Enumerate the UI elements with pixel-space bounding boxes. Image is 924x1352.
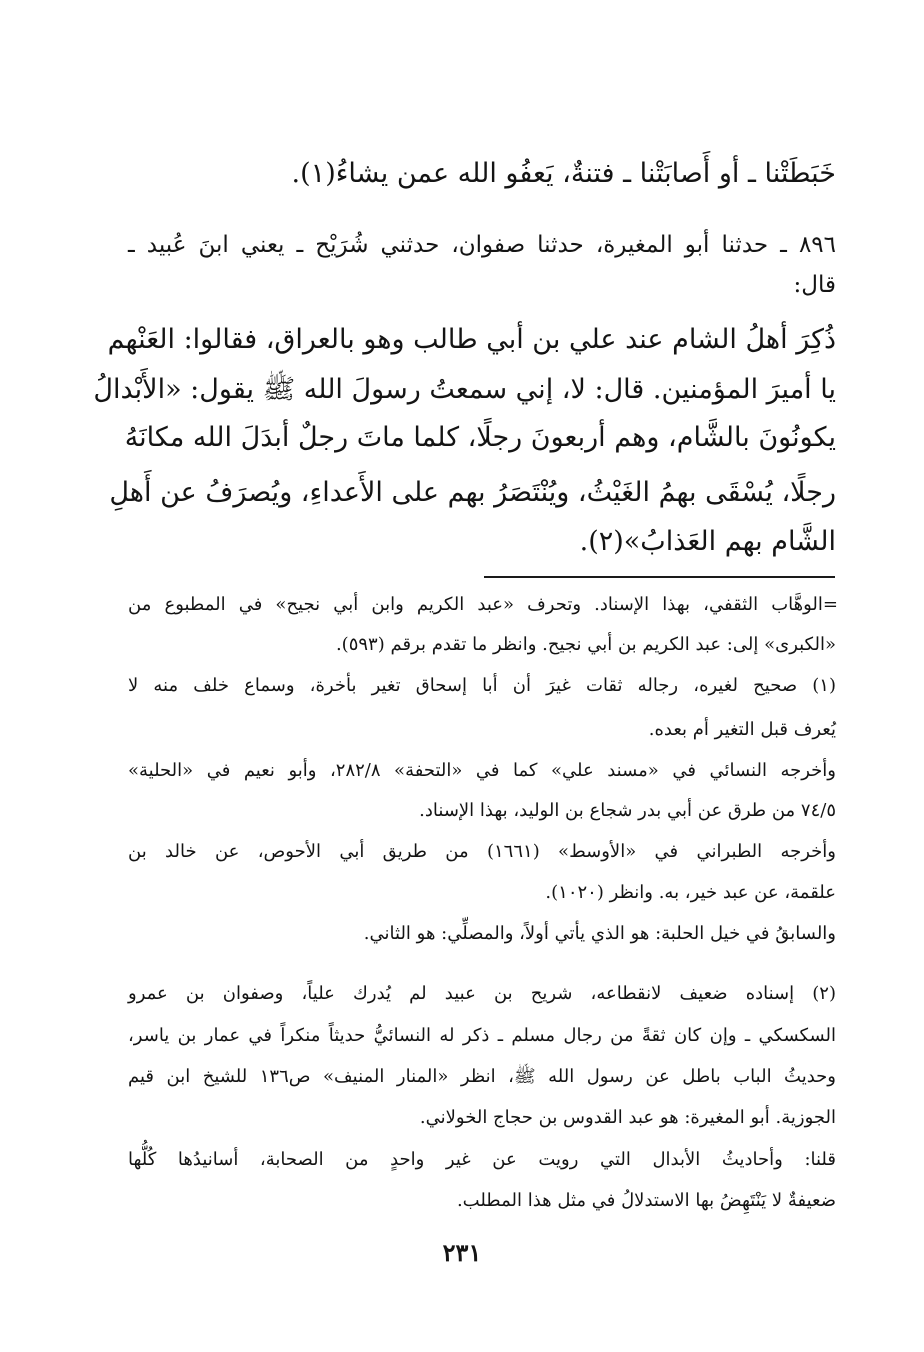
footnote-line-3: (١) صحيح لغيره، رجاله ثقات غيرَ أن أبا إسحاق تغير بأخرة، وسماع خلف منه لا [128, 675, 836, 696]
footnote-line-8: علقمة، عن عبد خير، به. وانظر (١٠٢٠). [545, 882, 836, 903]
footnote-line-4: يُعرف قبل التغير أم بعده. [648, 719, 836, 740]
footnote-line-15: ضعيفةٌ لا يَنْتَهِضُ بها الاستدلالُ في مثل هذا المطلب. [456, 1190, 836, 1211]
hadith-matn-line-5: الشَّام بهم العَذابُ»(٢). [579, 526, 836, 557]
footnote-line-10: (٢) إسناده ضعيف لانقطاعه، شريح بن عبيد لم يُدرك علياً، وصفوان بن عمرو [128, 983, 836, 1004]
hadith-matn-line-4: رجلًا، يُسْقَى بهمُ الغَيْثُ، ويُنْتَصَرُ بهم على الأَعداءِ، ويُصرَفُ عن أَهلِ [109, 477, 836, 508]
hadith-isnad-line-1: ٨٩٦ ـ حدثنا أبو المغيرة، حدثنا صفوان، حدثني شُرَيْح ـ يعني ابنَ عُبيد ـ [128, 232, 836, 258]
hadith-isnad-line-2: قال: [793, 272, 836, 298]
hadith-matn-line-2: يا أميرَ المؤمنين. قال: لا، إني سمعتُ رسولَ الله ﷺ يقول: «الأَبْدالُ [93, 374, 836, 405]
hadith-matn-line-1: ذُكِرَ أهلُ الشام عند علي بن أبي طالب وهو بالعراق، فقالوا: العَنْهم [107, 324, 836, 355]
page-number: ٢٣١ [442, 1238, 482, 1267]
footnote-line-2: «الكبرى» إلى: عبد الكريم بن أبي نجيح. وانظر ما تقدم برقم (٥٩٣). [335, 634, 836, 655]
continuation-line: خَبَطَتْنا ـ أو أَصابَتْنا ـ فتنةٌ، يَعفُو الله عمن يشاءُ(١). [291, 158, 836, 189]
footnote-line-6: ٧٤/٥ من طرق عن أبي بدر شجاع بن الوليد، بهذا الإسناد. [419, 800, 836, 821]
footnote-line-1: =الوهَّاب الثقفي، بهذا الإسناد. وتحرف «عبد الكريم وابن أبي نجيح» في المطبوع من [128, 594, 838, 615]
footnote-line-5: وأخرجه النسائي في «مسند علي» كما في «التحفة» ٢٨٢/٨، وأبو نعيم في «الحلية» [128, 760, 836, 781]
footnote-line-9: والسابقُ في خيل الحلبة: هو الذي يأتي أولاً، والمصلِّي: هو الثاني. [363, 923, 836, 944]
footnote-line-13: الجوزية. أبو المغيرة: هو عبد القدوس بن حجاج الخولاني. [419, 1107, 836, 1128]
footnote-line-7: وأخرجه الطبراني في «الأوسط» (١٦٦١) من طريق أبي الأحوص، عن خالد بن [128, 841, 836, 862]
hadith-matn-line-3: يكونُونَ بالشَّام، وهم أربعونَ رجلًا، كلما ماتَ رجلٌ أبدَلَ الله مكانَهُ [124, 422, 836, 453]
footnote-line-14: قلنا: وأحاديثُ الأبدال التي رويت عن غير واحدٍ من الصحابة، أسانيدُها كُلُّها [128, 1149, 836, 1170]
footnote-line-12: وحديثُ الباب باطل عن رسول الله ﷺ، انظر «المنار المنيف» ص١٣٦ للشيخ ابن قيم [128, 1066, 837, 1087]
footnote-separator [484, 576, 835, 578]
footnote-line-11: السكسكي ـ وإن كان ثقةً من رجال مسلم ـ ذكر له النسائيُّ حديثاً منكراً في عمار بن ياسر، [128, 1025, 836, 1046]
